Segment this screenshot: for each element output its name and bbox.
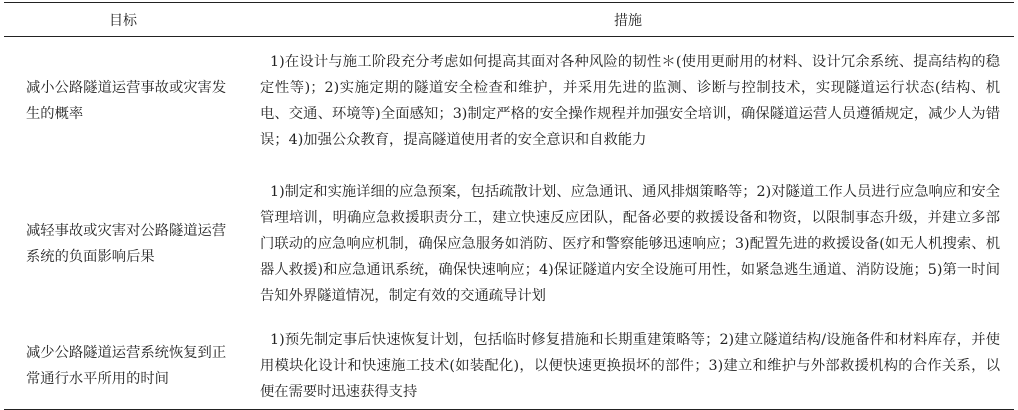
table-row [4, 323, 1014, 409]
row-target: 减小公路隧道运营事故或灾害发生的概率 [26, 80, 227, 122]
header-target: 目标 [109, 12, 137, 29]
row-target: 减轻事故或灾害对公路隧道运营系统的负面影响后果 [26, 223, 227, 265]
row-target: 减少公路隧道运营系统恢复到正常通行水平所用的时间 [26, 345, 227, 387]
row-measures-text: 1)在设计与施工阶段充分考虑如何提高其面对各种风险的韧性＊(使用更耐用的材料、设计冗余系统、提高结构的稳定性等)；2)实施定期的隧道安全检查和维护，并采用先进的监测、诊断与控制技术，实现隧道运行状态(结构、机电、交通、环境等)全面感知；3)制定严格的安全操作规程并加强安全培训，确保隧道运营人员遵循规定，减少人为错误；4)加强公众教育，提高隧道使用者的安全意识和自救能力 [260, 54, 1000, 148]
row-measures-text: 1)预先制定事后快速恢复计划，包括临时修复措施和长期重建策略等；2)建立隧道结构/设施备件和材料库存，并使用模块化设计和快速施工技术(如装配化)，以便快速更换损坏的部件；3)建立和维护与外部救援机构的合作关系，以便在需要时迅速获得支持 [260, 332, 1000, 400]
row-measures [242, 179, 1014, 309]
table-row [4, 165, 1014, 323]
table-header [4, 3, 1014, 37]
row-measures [242, 327, 1014, 405]
row-measures-text: 1)制定和实施详细的应急预案，包括疏散计划、应急通讯、通风排烟策略等；2)对隧道工作人员进行应急响应和安全管理培训，明确应急救援职责分工，建立快速反应团队，配备必要的救援设备和物资，以限制事态升级，并建立多部门联动的应急响应机制，确保应急服务如消防、医疗和警察能够迅速响应；3)配置先进的救援设备(如无人机搜索、机器人救援)和应急通讯系统，确保快速响应；4)保证隧道内安全设施可用性，如紧急逃生通道、消防设施；5)第一时间告知外界隧道情况，制定有效的交通疏导计划 [260, 184, 1000, 304]
measures-table [4, 2, 1014, 410]
header-measures: 措施 [614, 12, 642, 29]
row-measures [242, 49, 1014, 153]
table-row [4, 37, 1014, 165]
